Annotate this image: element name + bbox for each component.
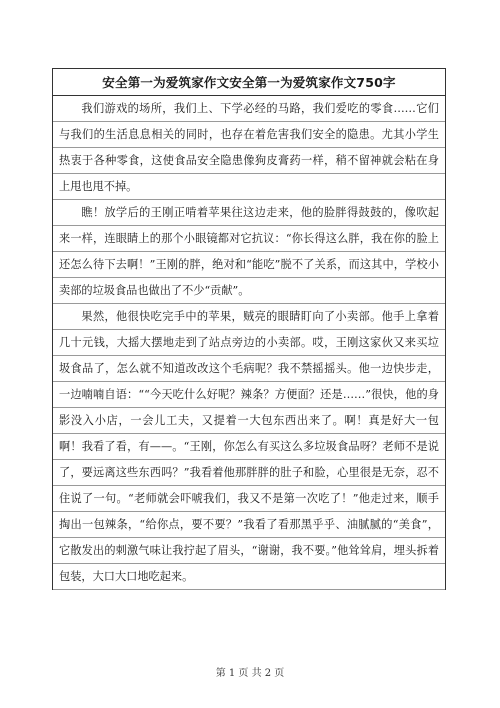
paragraph-2: 瞧！放学后的王刚正啃着苹果往这边走来，他的脸胖得鼓鼓的，像吹起来一样，连眼睛上的那个小眼镜都对它抗议：“你长得这么胖，我在你的脸上还怎么待下去啊！”王刚的胖，绝对和“能吃”脱不了关系，而这其中，学校小卖部的垃圾食品也做出了不少“贡献”。 bbox=[53, 200, 445, 304]
essay-sheet bbox=[52, 68, 446, 590]
page-number-footer: 第 1 页 共 2 页 bbox=[215, 668, 285, 679]
essay-title: 安全第一为爱筑家作文安全第一为爱筑家作文750字 bbox=[53, 69, 445, 96]
paragraph-1: 我们游戏的场所，我们上、下学必经的马路，我们爱吃的零食……它们与我们的生活息息相关的同时，也存在着危害我们安全的隐患。尤其小学生热衷于各种零食，这使食品安全隐患像狗皮膏药一样，稍不留神就会粘在身上甩也甩不掉。 bbox=[53, 96, 445, 200]
paragraph-3: 果然，他很快吃完手中的苹果，贼亮的眼睛盯向了小卖部。他手上拿着几十元钱，大摇大摆地走到了站点旁边的小卖部。哎，王刚这家伙又来买垃圾食品了，怎么就不知道改改这个毛病呢？我不禁摇摇头。他一边快步走，一边喃喃自语：““今天吃什么好呢？辣条？方便面？还是……”很快，他的身影没入小店，一会儿工夫，又提着一大包东西出来了。啊！真是好大一包啊！我看了看，有——。“王刚，你怎么有买这么多垃圾食品呀？老师不是说了，要远离这些东西吗？”我看着他那胖胖的肚子和脸，心里很是无奈，忍不住说了一句。“老师就会吓唬我们，我又不是第一次吃了！”他走过来，顺手掏出一包辣条，“给你点，要不要？”我看了看那黑乎乎、油腻腻的“美食”，它散发出的刺激气味让我拧起了眉头，“谢谢，我不要。”他耸耸肩，埋头拆着包装，大口大口地吃起来。 bbox=[53, 304, 445, 590]
